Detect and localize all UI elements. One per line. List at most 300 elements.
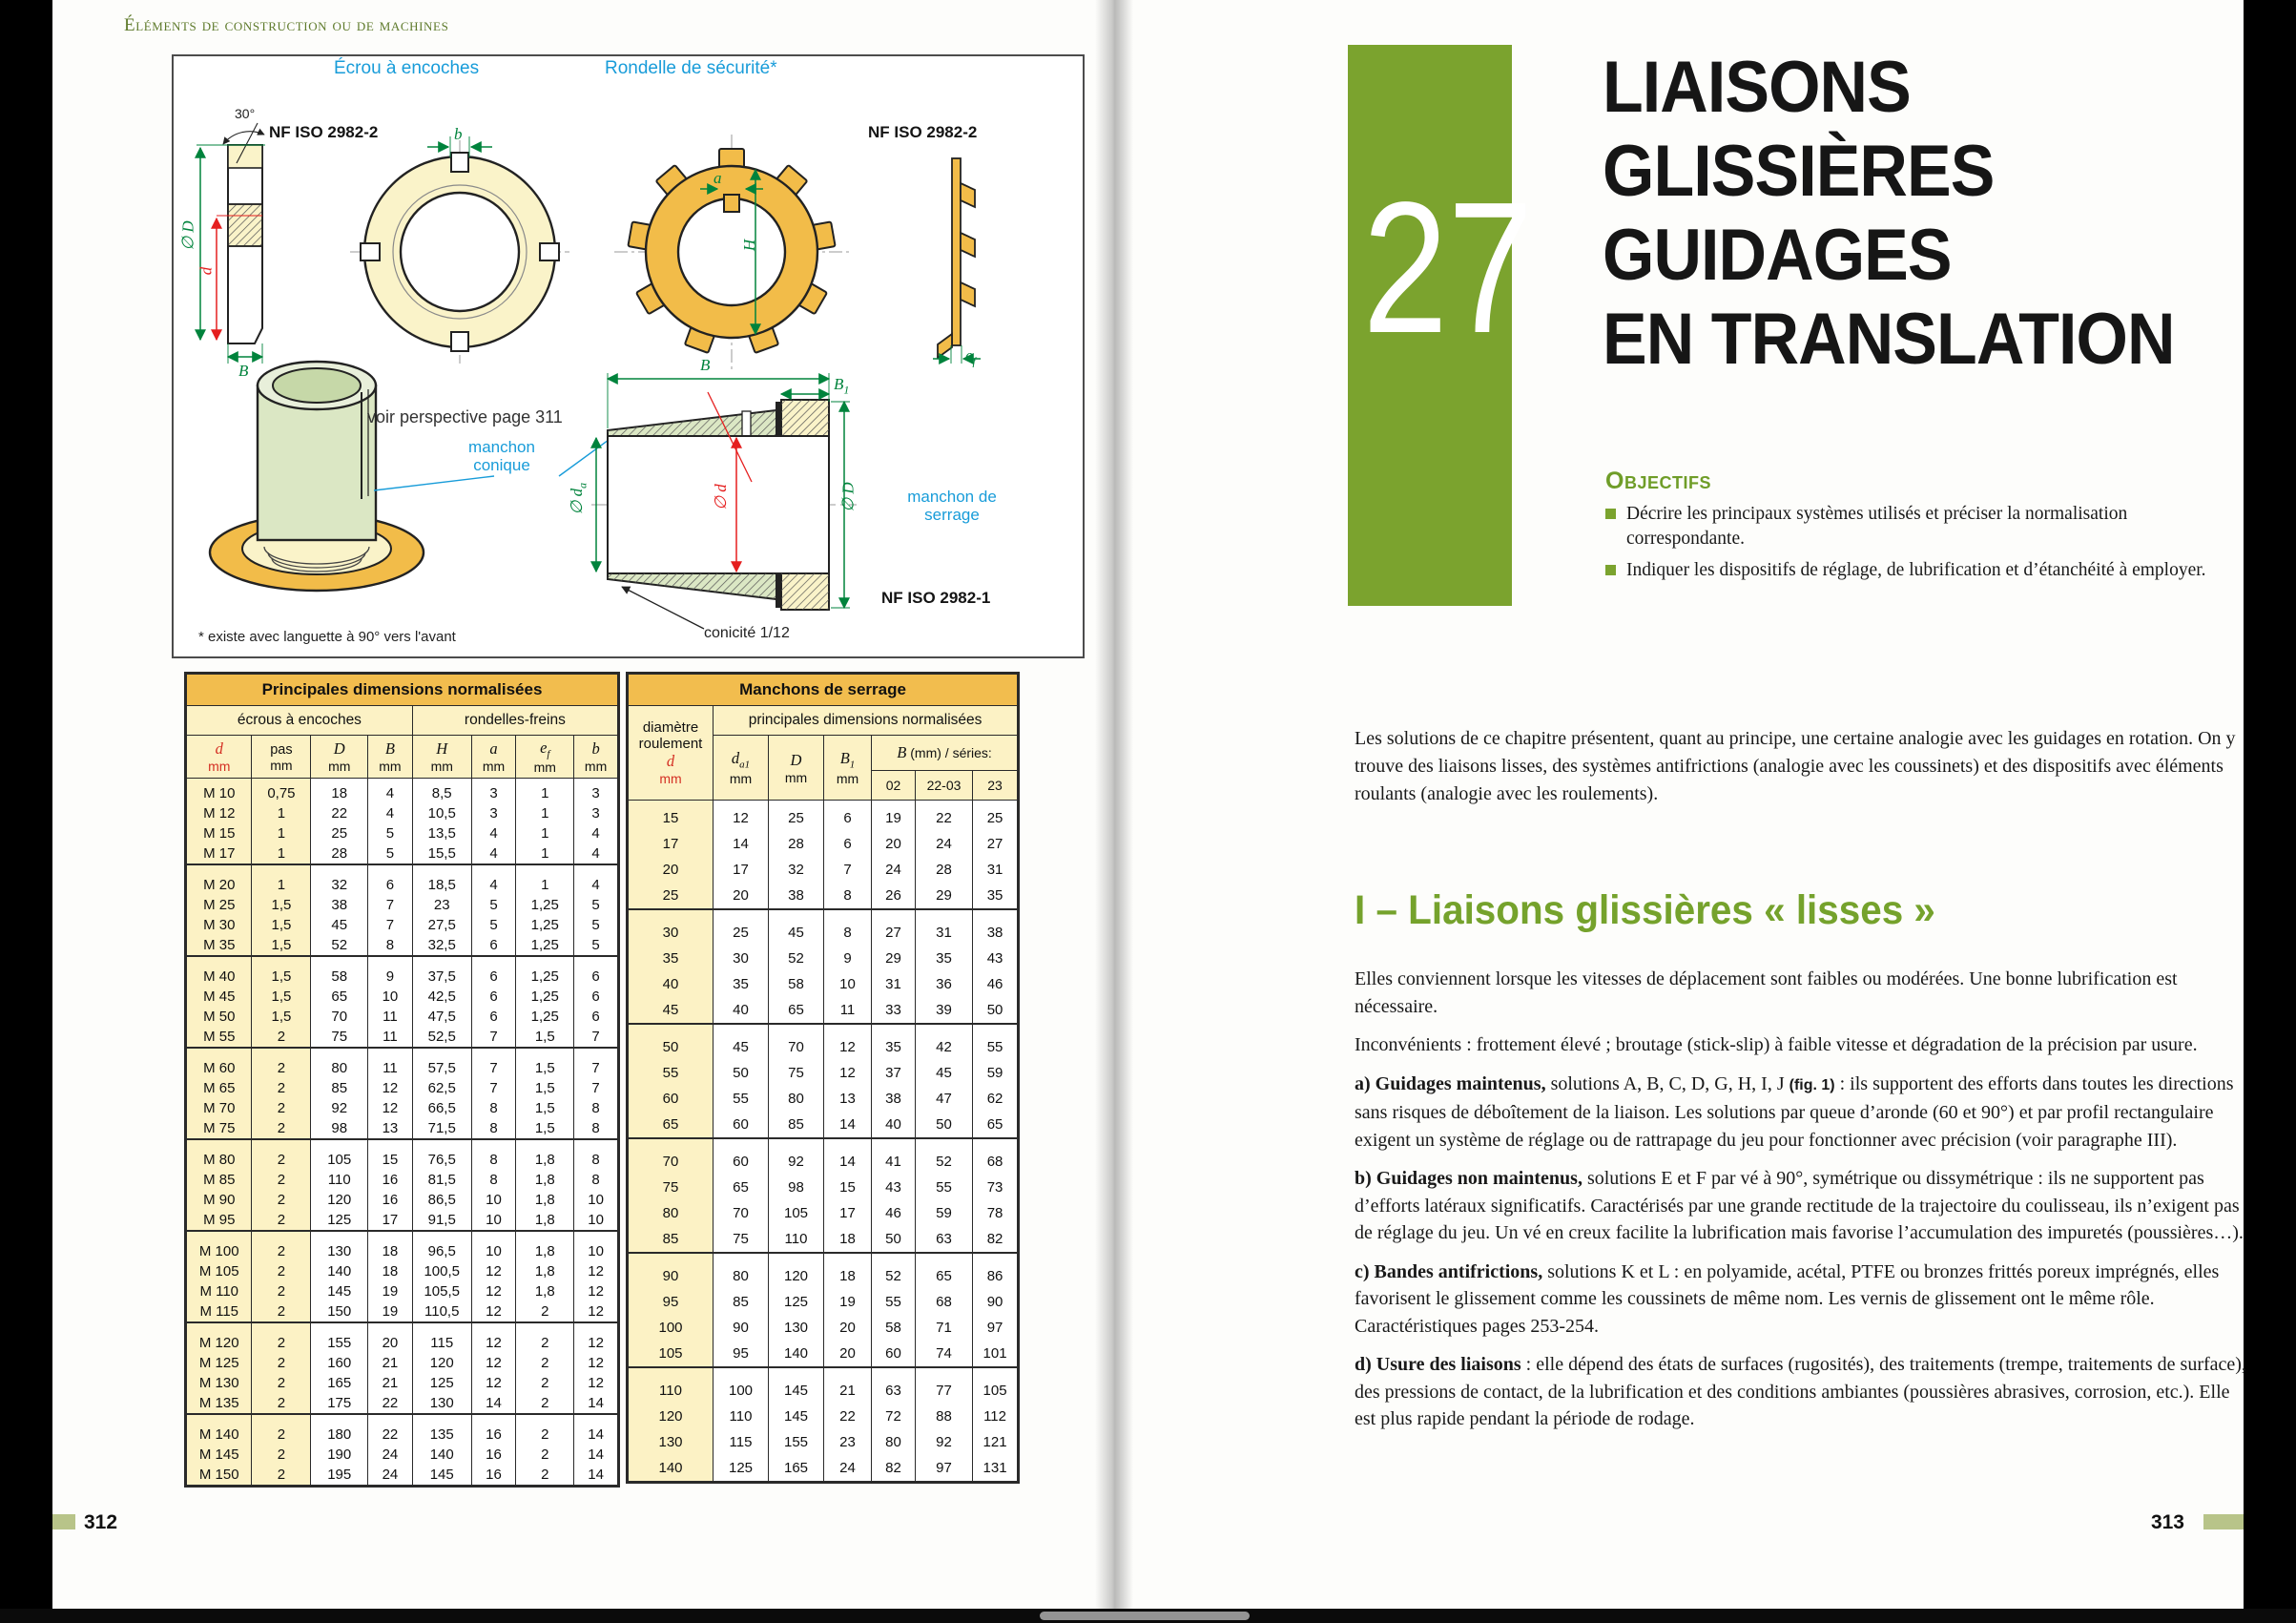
table-cell: 10 [471, 1210, 516, 1231]
table-cell: 32,5 [412, 935, 471, 956]
column-header [574, 736, 619, 779]
table-row [186, 987, 619, 1007]
table-cell: 8 [824, 909, 872, 946]
table-cell: 73 [973, 1175, 1019, 1200]
table-cell: 10 [574, 1231, 619, 1261]
table-row [628, 909, 1019, 946]
table-cell: 81,5 [412, 1170, 471, 1190]
table-cell: M 17 [186, 843, 252, 864]
table-cell: 86 [973, 1253, 1019, 1289]
table-cell: 22 [368, 1393, 413, 1414]
table-cell: 1,5 [516, 1078, 574, 1098]
table-row [186, 915, 619, 935]
table-cell: 45 [714, 1024, 769, 1060]
table-cell: 100 [714, 1367, 769, 1404]
table-cell: 7 [471, 1078, 516, 1098]
table-cell: 130 [412, 1393, 471, 1414]
table-cell: 3 [574, 779, 619, 804]
table-cell: 7 [574, 1048, 619, 1078]
table-cell: 25 [714, 909, 769, 946]
table-cell: M 125 [186, 1353, 252, 1373]
table-cell: 145 [769, 1404, 824, 1429]
table-cell: 2 [252, 1393, 311, 1414]
table-cell: 20 [714, 883, 769, 909]
table-cell: 95 [714, 1341, 769, 1367]
column-header [714, 736, 769, 801]
table-cell: 18 [368, 1261, 413, 1281]
table-row [186, 1414, 619, 1445]
table-cell: 12 [824, 1060, 872, 1086]
section-heading: I – Liaisons glissières « lisses » [1355, 887, 1935, 933]
table-cell: M 130 [186, 1373, 252, 1393]
table-cell: 91,5 [412, 1210, 471, 1231]
series-value-header: 22-03 [916, 771, 973, 801]
table-cell: 2 [252, 1301, 311, 1322]
table-cell: 80 [769, 1086, 824, 1112]
table-cell: 63 [872, 1367, 916, 1404]
table-cell: 29 [916, 883, 973, 909]
table-cell: 74 [916, 1341, 973, 1367]
table-row [628, 1367, 1019, 1404]
table-cell: 32 [311, 864, 368, 895]
table-cell: 10 [368, 987, 413, 1007]
table-row [186, 1007, 619, 1027]
table-cell: 6 [574, 956, 619, 987]
table-row [628, 1060, 1019, 1086]
table-row [186, 895, 619, 915]
dim-D-sleeve: ∅ D [838, 482, 858, 512]
column-header [252, 736, 311, 779]
table-row [628, 971, 1019, 997]
table-cell: 7 [574, 1078, 619, 1098]
table-cell: 62 [973, 1086, 1019, 1112]
table-cell: 20 [872, 831, 916, 857]
label-nf-iso-2982-1: NF ISO 2982-1 [881, 589, 991, 607]
table-cell: 24 [916, 831, 973, 857]
table-cell: 18 [824, 1226, 872, 1253]
table-row [186, 823, 619, 843]
table-cell: 19 [368, 1301, 413, 1322]
table-cell: 9 [824, 946, 872, 971]
table-cell: 1,25 [516, 956, 574, 987]
table-cell: 18 [368, 1231, 413, 1261]
table-cell: 65 [916, 1253, 973, 1289]
table-cell: 1 [252, 864, 311, 895]
column-symbol: pas [270, 741, 293, 758]
dim-ef-washer: $e_f$ [965, 346, 976, 368]
text-segment: (fig. 1) [1789, 1076, 1835, 1093]
table-cell: 35 [628, 946, 714, 971]
table-cell: 6 [471, 1007, 516, 1027]
table-cell: 27 [973, 831, 1019, 857]
table-cell: 8,5 [412, 779, 471, 804]
table-row [628, 1175, 1019, 1200]
table-row [628, 1404, 1019, 1429]
table-cell: 18,5 [412, 864, 471, 895]
text-segment: b) Guidages non maintenus, [1355, 1168, 1582, 1189]
table-cell: 50 [916, 1112, 973, 1138]
table-cell: 1 [516, 803, 574, 823]
table-cell: 12 [824, 1024, 872, 1060]
column-header [311, 736, 368, 779]
table-cell: M 135 [186, 1393, 252, 1414]
table-cell: 24 [872, 857, 916, 883]
table-body [628, 801, 1019, 1483]
table-cell: 160 [311, 1353, 368, 1373]
table-cell: 165 [311, 1373, 368, 1393]
technical-drawing [174, 56, 1083, 656]
column-symbol: B [384, 739, 395, 759]
table-cell: 14 [471, 1393, 516, 1414]
table-cell: 6 [471, 987, 516, 1007]
folio-bar-right [2203, 1514, 2244, 1529]
table-cell: 63 [916, 1226, 973, 1253]
table-cell: 2 [252, 1261, 311, 1281]
table-cell: 1,25 [516, 915, 574, 935]
table-cell: 85 [714, 1289, 769, 1315]
table-cell: 8 [574, 1098, 619, 1118]
column-symbol: D [790, 750, 802, 769]
column-symbol: D [333, 739, 345, 759]
table-cell: 98 [769, 1175, 824, 1200]
table-title-row [186, 674, 619, 706]
table-cell: 8 [574, 1118, 619, 1139]
table-cell: M 45 [186, 987, 252, 1007]
column-unit: mm [482, 759, 506, 775]
table-row [186, 1048, 619, 1078]
table-cell: 28 [916, 857, 973, 883]
table-section-header: écrous à encoches [186, 706, 413, 736]
table-cell: 3 [471, 779, 516, 804]
dim-B1-sleeve: $B_1$ [834, 375, 850, 397]
paragraph [1355, 1259, 2249, 1341]
figure-footnote: * existe avec languette à 90° vers l'avant [198, 629, 456, 645]
table-cell: 140 [628, 1455, 714, 1483]
table-cell: 14 [824, 1138, 872, 1175]
dim-da-sleeve: ∅ $d_a$ [568, 482, 590, 515]
objectives-panel [1605, 468, 2246, 583]
column-symbol: b [591, 739, 600, 759]
table-cell: 165 [769, 1455, 824, 1483]
label-ecrou-a-encoches: Écrou à encoches [334, 58, 480, 78]
table-cell: 105 [311, 1139, 368, 1170]
table-cell: 25 [973, 801, 1019, 832]
table-cell: 2 [516, 1414, 574, 1445]
label-conicite: conicité 1/12 [704, 625, 790, 641]
table-cell: 45 [311, 915, 368, 935]
column-header [516, 736, 574, 779]
bullet-square-icon [1605, 565, 1616, 575]
table-cell: 15 [628, 801, 714, 832]
table-cell: 11 [824, 997, 872, 1024]
table-row [628, 1253, 1019, 1289]
table-cell: 12 [471, 1322, 516, 1353]
table-cell: 115 [412, 1322, 471, 1353]
objective-item [1605, 502, 2246, 551]
table-cell: 2 [252, 1353, 311, 1373]
table-cell: 2 [252, 1322, 311, 1353]
table-cell: 2 [252, 1098, 311, 1118]
objectives-heading: Objectifs [1605, 468, 1711, 494]
table-cell: M 10 [186, 779, 252, 804]
table-row [628, 1200, 1019, 1226]
table-cell: 42,5 [412, 987, 471, 1007]
table-cell: 140 [311, 1261, 368, 1281]
table-cell: 1,5 [252, 915, 311, 935]
table-cell: 1,25 [516, 987, 574, 1007]
table-cell: M 75 [186, 1118, 252, 1139]
table-cell: 17 [714, 857, 769, 883]
table-cell: 82 [973, 1226, 1019, 1253]
column-symbol: $d_{a1}$ [731, 749, 751, 771]
table-cell: 2 [252, 1027, 311, 1048]
table-cell: 12 [574, 1322, 619, 1353]
table-cell: 66,5 [412, 1098, 471, 1118]
table-cell: 5 [574, 895, 619, 915]
table-cell: 40 [628, 971, 714, 997]
table-cell: M 60 [186, 1048, 252, 1078]
chapter-title-line: EN TRANSLATION [1603, 299, 2175, 380]
table-cell: 25 [311, 823, 368, 843]
table-cell: 2 [516, 1445, 574, 1465]
table-row [628, 883, 1019, 909]
table-cell: 100 [628, 1315, 714, 1341]
table-cell: 6 [368, 864, 413, 895]
table-cell: M 95 [186, 1210, 252, 1231]
table-cell: 14 [574, 1393, 619, 1414]
table-row [628, 1226, 1019, 1253]
label-manchon-de-serrage: manchon de serrage [907, 488, 997, 525]
table-cell: 1 [516, 864, 574, 895]
table-cell: 13 [368, 1118, 413, 1139]
table-cell: 70 [628, 1138, 714, 1175]
chapter-title [1603, 46, 2224, 382]
dim-B-nut: B [238, 362, 249, 380]
table-cell: 6 [824, 831, 872, 857]
table-title: Manchons de serrage [628, 674, 1019, 706]
table-row [628, 1455, 1019, 1483]
table-cell: 110,5 [412, 1301, 471, 1322]
objective-text: Indiquer les dispositifs de réglage, de lubrification et d’étanchéité à employer. [1626, 560, 2206, 580]
table-row [186, 1393, 619, 1414]
table-cell: 14 [824, 1112, 872, 1138]
column-unit: mm [328, 759, 351, 775]
table-row [186, 1322, 619, 1353]
table-cell: 8 [368, 935, 413, 956]
table-cell: M 12 [186, 803, 252, 823]
table-cell: 120 [311, 1190, 368, 1210]
table-cell: 92 [311, 1098, 368, 1118]
table-cell: 2 [252, 1445, 311, 1465]
table-cell: 4 [574, 843, 619, 864]
table-cell: 120 [412, 1353, 471, 1373]
table-cell: 15 [824, 1175, 872, 1200]
table-cell: 5 [574, 935, 619, 956]
table-cell: 59 [916, 1200, 973, 1226]
page-right [1114, 0, 2244, 1609]
table-cell: 4 [368, 803, 413, 823]
table-cell: 31 [973, 857, 1019, 883]
table-cell: 75 [628, 1175, 714, 1200]
table-cell: 195 [311, 1465, 368, 1487]
table-cell: 130 [311, 1231, 368, 1261]
objective-item [1605, 558, 2246, 583]
table-cell: 17 [824, 1200, 872, 1226]
table-cell: 38 [311, 895, 368, 915]
table-row [628, 831, 1019, 857]
sleeves-table-slot [626, 672, 1020, 1484]
table-cell: 10 [471, 1190, 516, 1210]
table-cell: M 55 [186, 1027, 252, 1048]
table-row [628, 1289, 1019, 1315]
column-header [471, 736, 516, 779]
table-cell: 2 [252, 1231, 311, 1261]
table-cell: 155 [311, 1322, 368, 1353]
table-cell: 23 [412, 895, 471, 915]
table-cell: 175 [311, 1393, 368, 1414]
folio-bar-left [52, 1514, 75, 1529]
viewer-bottom-bar [0, 1609, 2296, 1623]
horizontal-scrollbar[interactable] [1040, 1612, 1250, 1620]
column-header [186, 736, 252, 779]
table-cell: 57,5 [412, 1048, 471, 1078]
table-cell: 58 [311, 956, 368, 987]
table-cell: 58 [872, 1315, 916, 1341]
chapter-title-line: LIAISONS [1603, 47, 1911, 128]
table-cell: 145 [412, 1465, 471, 1487]
table-cell: 1 [516, 779, 574, 804]
table-cell: 6 [471, 935, 516, 956]
table-cell: 60 [628, 1086, 714, 1112]
table-cell: 2 [516, 1353, 574, 1373]
text-segment: solutions K et L : en polyamide, acétal, PTFE ou bronzes frittés poreux imprégnés, elles favorisent le glissement comme les coussinets de même nom. Les vernis de glissement ont le même rôle. Caractéristiques pages 253-254. [1355, 1260, 2220, 1337]
table-cell: 98 [311, 1118, 368, 1139]
table-cell: 70 [714, 1200, 769, 1226]
table-cell: 24 [824, 1455, 872, 1483]
table-cell: 27,5 [412, 915, 471, 935]
table-cell: 30 [628, 909, 714, 946]
table-cell: 12 [471, 1373, 516, 1393]
paragraph [1355, 1071, 2249, 1155]
table-cell: 68 [973, 1138, 1019, 1175]
table-row [186, 1465, 619, 1487]
table-cell: 97 [916, 1455, 973, 1483]
table-cell: 20 [824, 1315, 872, 1341]
table-row [186, 1078, 619, 1098]
paragraph [1355, 1165, 2249, 1247]
table-cell: 52,5 [412, 1027, 471, 1048]
table-cell: 31 [916, 909, 973, 946]
table-cell: 7 [471, 1048, 516, 1078]
table-cell: 75 [714, 1226, 769, 1253]
table-cell: 78 [973, 1200, 1019, 1226]
table-cell: 1,8 [516, 1190, 574, 1210]
table-cell: 14 [574, 1414, 619, 1445]
table-cell: M 85 [186, 1170, 252, 1190]
table-cell: 2 [516, 1322, 574, 1353]
table-cell: 37,5 [412, 956, 471, 987]
table-cell: 27 [872, 909, 916, 946]
text-segment: c) Bandes antifrictions, [1355, 1260, 1543, 1282]
table-cell: 1,5 [252, 987, 311, 1007]
column-unit: mm [584, 759, 608, 775]
table-row [628, 997, 1019, 1024]
table-cell: 12 [714, 801, 769, 832]
column-symbol: $B_1$ [839, 749, 856, 771]
table-cell: 47 [916, 1086, 973, 1112]
column-header [824, 736, 872, 801]
table-cell: 35 [973, 883, 1019, 909]
table-cell: 4 [471, 843, 516, 864]
table-body [186, 779, 619, 1487]
table-title: Principales dimensions normalisées [186, 674, 619, 706]
table-cell: 45 [628, 997, 714, 1024]
table-cell: 1,5 [516, 1027, 574, 1048]
table-cell: 12 [574, 1301, 619, 1322]
table-cell: 1,25 [516, 1007, 574, 1027]
table-row [628, 1086, 1019, 1112]
table-cell: 28 [769, 831, 824, 857]
label-nf-iso-2982-2-right: NF ISO 2982-2 [868, 123, 978, 141]
table-cell: 4 [471, 823, 516, 843]
table-cell: 6 [574, 1007, 619, 1027]
table-cell: 112 [973, 1404, 1019, 1429]
table-row [186, 864, 619, 895]
table-cell: 6 [471, 956, 516, 987]
table-cell: 140 [769, 1341, 824, 1367]
dim-B-sleeve: B [700, 356, 711, 374]
table-cell: 7 [471, 1027, 516, 1048]
column-unit: mm [270, 757, 293, 773]
table-cell: 2 [252, 1170, 311, 1190]
table-cell: 10 [471, 1231, 516, 1261]
table-cell: 22 [824, 1404, 872, 1429]
nuts-table-slot [184, 672, 620, 1488]
column-symbol: $e_f$ [540, 739, 550, 760]
table-cell: 11 [368, 1007, 413, 1027]
table-cell: 4 [574, 864, 619, 895]
table-cell: 20 [368, 1322, 413, 1353]
text-segment: solutions E et F par vé à 90°, symétrique ou dissymétrique : ils ne supportent pas d’efforts latéraux significatifs. Caractérisés par une grande rectitude de la trajectoire du coulisseau, ils n’exigent pas de réglage du jeu. Un vé en creux facilite la lubrification mais favorise l’accumulation des impuretés (poussières…). [1355, 1168, 2244, 1243]
table-cell: 11 [368, 1027, 413, 1048]
table-cell: 121 [973, 1429, 1019, 1455]
table-cell: 28 [311, 843, 368, 864]
table-cell: 59 [973, 1060, 1019, 1086]
table-cell: 18 [824, 1253, 872, 1289]
text-segment: Elles conviennent lorsque les vitesses de déplacement sont faibles ou modérées. Une bonne lubrification est nécessaire. [1355, 968, 2178, 1017]
table-cell: 60 [872, 1341, 916, 1367]
table-head [186, 674, 619, 779]
table-row [186, 1353, 619, 1373]
table-cell: 1,5 [252, 935, 311, 956]
table-cell: 2 [516, 1393, 574, 1414]
column-unit: mm [430, 759, 453, 775]
table-cell: 46 [872, 1200, 916, 1226]
table-cell: 17 [368, 1210, 413, 1231]
table-row [186, 1027, 619, 1048]
text-segment: : elle dépend des états de surfaces (rugosités), des traitements (trempe, traitements de surface), des pressions de contact, de la lubrification et des conditions ambiantes (poussières abrasives, corrosion, etc.). Elle est plus rapide pendant la période de rodage. [1355, 1354, 2246, 1429]
table-cell: 145 [769, 1367, 824, 1404]
table-cell: 50 [973, 997, 1019, 1024]
table-cell: 85 [769, 1112, 824, 1138]
table-cell: 115 [714, 1429, 769, 1455]
table-cell: 2 [252, 1281, 311, 1301]
table-cell: 80 [311, 1048, 368, 1078]
table-cell: 75 [311, 1027, 368, 1048]
table-cell: 62,5 [412, 1078, 471, 1098]
table-cell: M 35 [186, 935, 252, 956]
table-cell: 120 [769, 1253, 824, 1289]
